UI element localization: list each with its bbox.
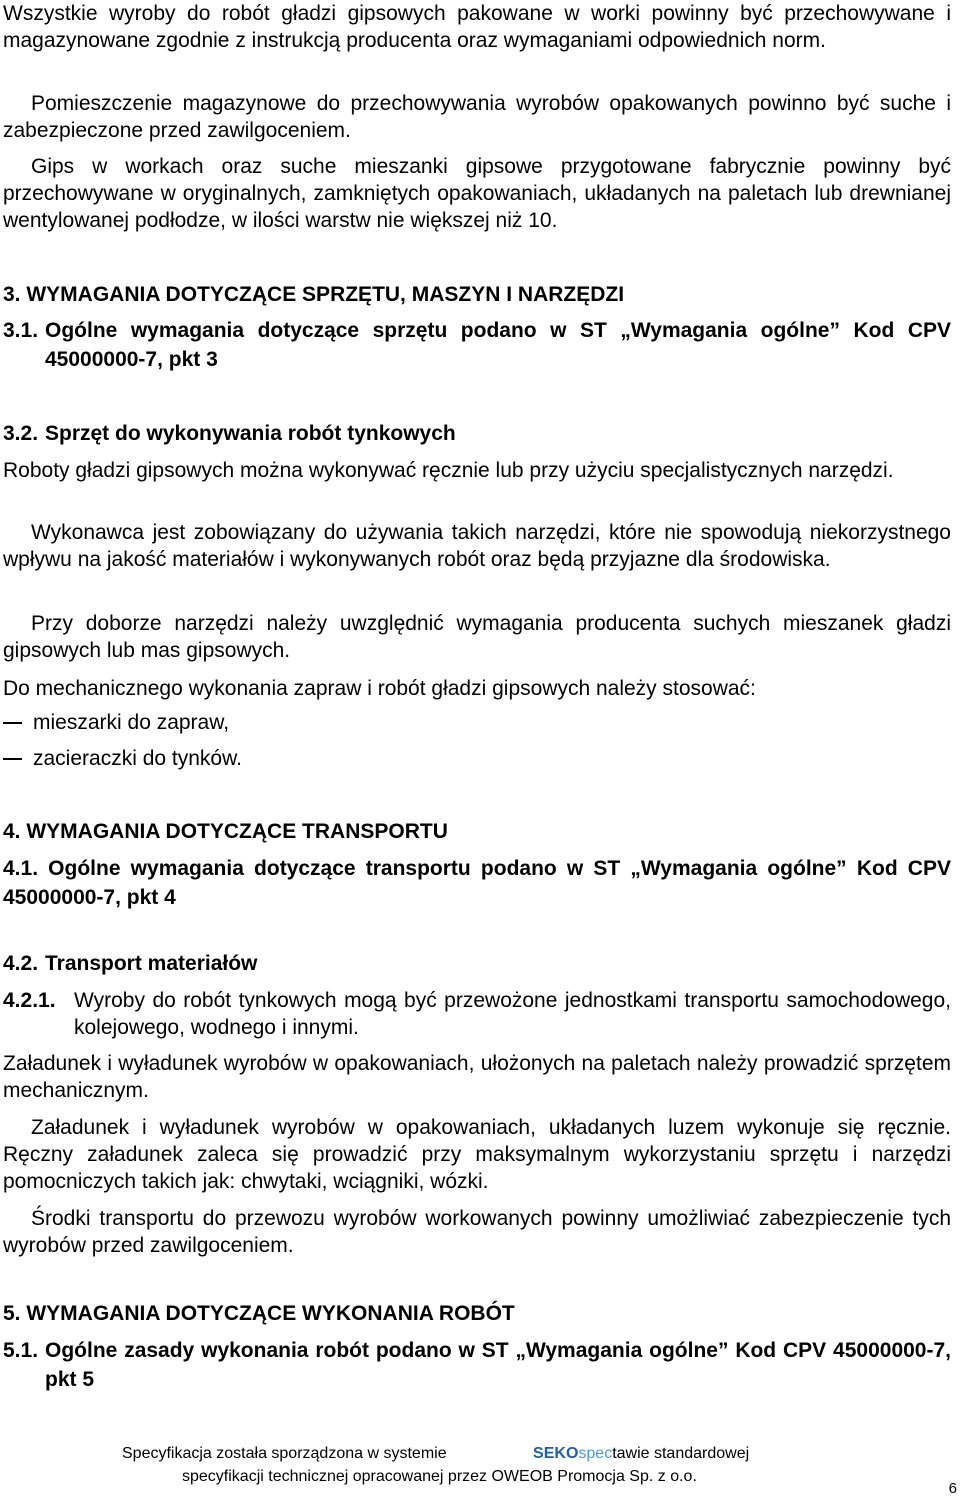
subsection-number: 4.2.: [3, 952, 39, 975]
section-heading-4: 4. WYMAGANIA DOTYCZĄCE TRANSPORTU: [3, 820, 448, 843]
sekospec-logo-spec: spec: [578, 1445, 613, 1462]
subsection-5-1: [3, 1336, 951, 1394]
subsection-number: 4.2.1.: [3, 989, 56, 1012]
paragraph: Przy doborze narzędzi należy uwzględnić wymagania producenta suchych mieszanek gładzi gipsowych lub mas gipsowych.: [3, 612, 951, 662]
subsection-title: Ogólne zasady wykonania robót podano w ST „Wymagania ogólne” Kod CPV 45000000-7, pkt 5: [45, 1339, 951, 1391]
page-footer: [0, 1441, 960, 1498]
list-item-text: zacieraczki do tynków.: [33, 747, 242, 770]
paragraph: Gips w workach oraz suche mieszanki gipsowe przygotowane fabrycznie powinny być przechowywane w oryginalnych, zamkniętych opakowaniach, układanych na paletach lub drewnianej wentylowanej podłodze, w ilości warstw nie większej niż 10.: [3, 155, 951, 232]
list-item-text: mieszarki do zapraw,: [33, 711, 230, 734]
paragraph: Załadunek i wyładunek wyrobów w opakowaniach, układanych luzem wykonuje się ręcznie. Ręczny załadunek zaleca się prowadzić przy maksymalnym wykorzystaniu sprzętu i narzędzi pomocniczych takich jak: chwytaki, wciągniki, wózki.: [3, 1116, 951, 1193]
footer-text: tawie standardowej: [612, 1445, 750, 1462]
subsection-4-2: [3, 949, 951, 978]
subsection-number: 3.1.: [3, 319, 39, 342]
paragraph: Do mechanicznego wykonania zapraw i robót gładzi gipsowych należy stosować:: [3, 677, 756, 700]
subsection-text: Wyroby do robót tynkowych mogą być przewożone jednostkami transportu samochodowego, kolejowego, wodnego i innymi.: [74, 989, 951, 1039]
subsection-title: Sprzęt do wykonywania robót tynkowych: [45, 422, 456, 445]
subsection-4-1: 4.1. Ogólne wymagania dotyczące transportu podano w ST „Wymagania ogólne” Kod CPV 45000000-7, pkt 4: [3, 857, 951, 909]
sekospec-logo-seko: SEKO: [533, 1445, 579, 1462]
list-item: [3, 709, 229, 736]
dash-bullet: [3, 716, 33, 734]
page-number: 6: [948, 1480, 957, 1497]
footer-line-2: specyfikacji technicznej opracowanej przez OWEOB Promocja Sp. z o.o.: [182, 1468, 697, 1485]
paragraph: Roboty gładzi gipsowych można wykonywać ręcznie lub przy użyciu specjalistycznych narzędzi.: [3, 459, 894, 482]
paragraph: Wszystkie wyroby do robót gładzi gipsowych pakowane w worki powinny być przechowywane i magazynowane zgodnie z instrukcją producenta oraz wymaganiami odpowiednich norm.: [3, 2, 951, 52]
subsection-3-2: [3, 419, 951, 448]
subsection-title: Transport materiałów: [45, 952, 258, 975]
subsection-title: Ogólne wymagania dotyczące sprzętu podano w ST „Wymagania ogólne” Kod CPV 45000000-7, pkt 3: [45, 319, 951, 371]
subsection-4-2-1: [3, 987, 951, 1041]
list-item: [3, 745, 242, 772]
footer-text: Specyfikacja została sporządzona w systemie: [122, 1445, 447, 1462]
paragraph: Pomieszczenie magazynowe do przechowywania wyrobów opakowanych powinno być suche i zabezpieczone przed zawilgoceniem.: [3, 92, 951, 142]
paragraph: Środki transportu do przewozu wyrobów workowanych powinny umożliwiać zabezpieczenie tych wyrobów przed zawilgoceniem.: [3, 1207, 951, 1257]
section-heading-5: 5. WYMAGANIA DOTYCZĄCE WYKONANIA ROBÓT: [3, 1302, 515, 1325]
footer-line-1: [122, 1444, 749, 1464]
subsection-number: 3.2.: [3, 422, 39, 445]
section-heading-3: 3. WYMAGANIA DOTYCZĄCE SPRZĘTU, MASZYN I NARZĘDZI: [3, 283, 625, 306]
paragraph: Załadunek i wyładunek wyrobów w opakowaniach, ułożonych na paletach należy prowadzić sprzętem mechanicznym.: [3, 1052, 951, 1102]
dash-bullet: [3, 752, 33, 770]
subsection-number: 5.1.: [3, 1339, 39, 1362]
paragraph: Wykonawca jest zobowiązany do używania takich narzędzi, które nie spowodują niekorzystnego wpływu na jakość materiałów i wykonywanych robót oraz będą przyjazne dla środowiska.: [3, 521, 951, 571]
subsection-3-1: [3, 316, 951, 374]
